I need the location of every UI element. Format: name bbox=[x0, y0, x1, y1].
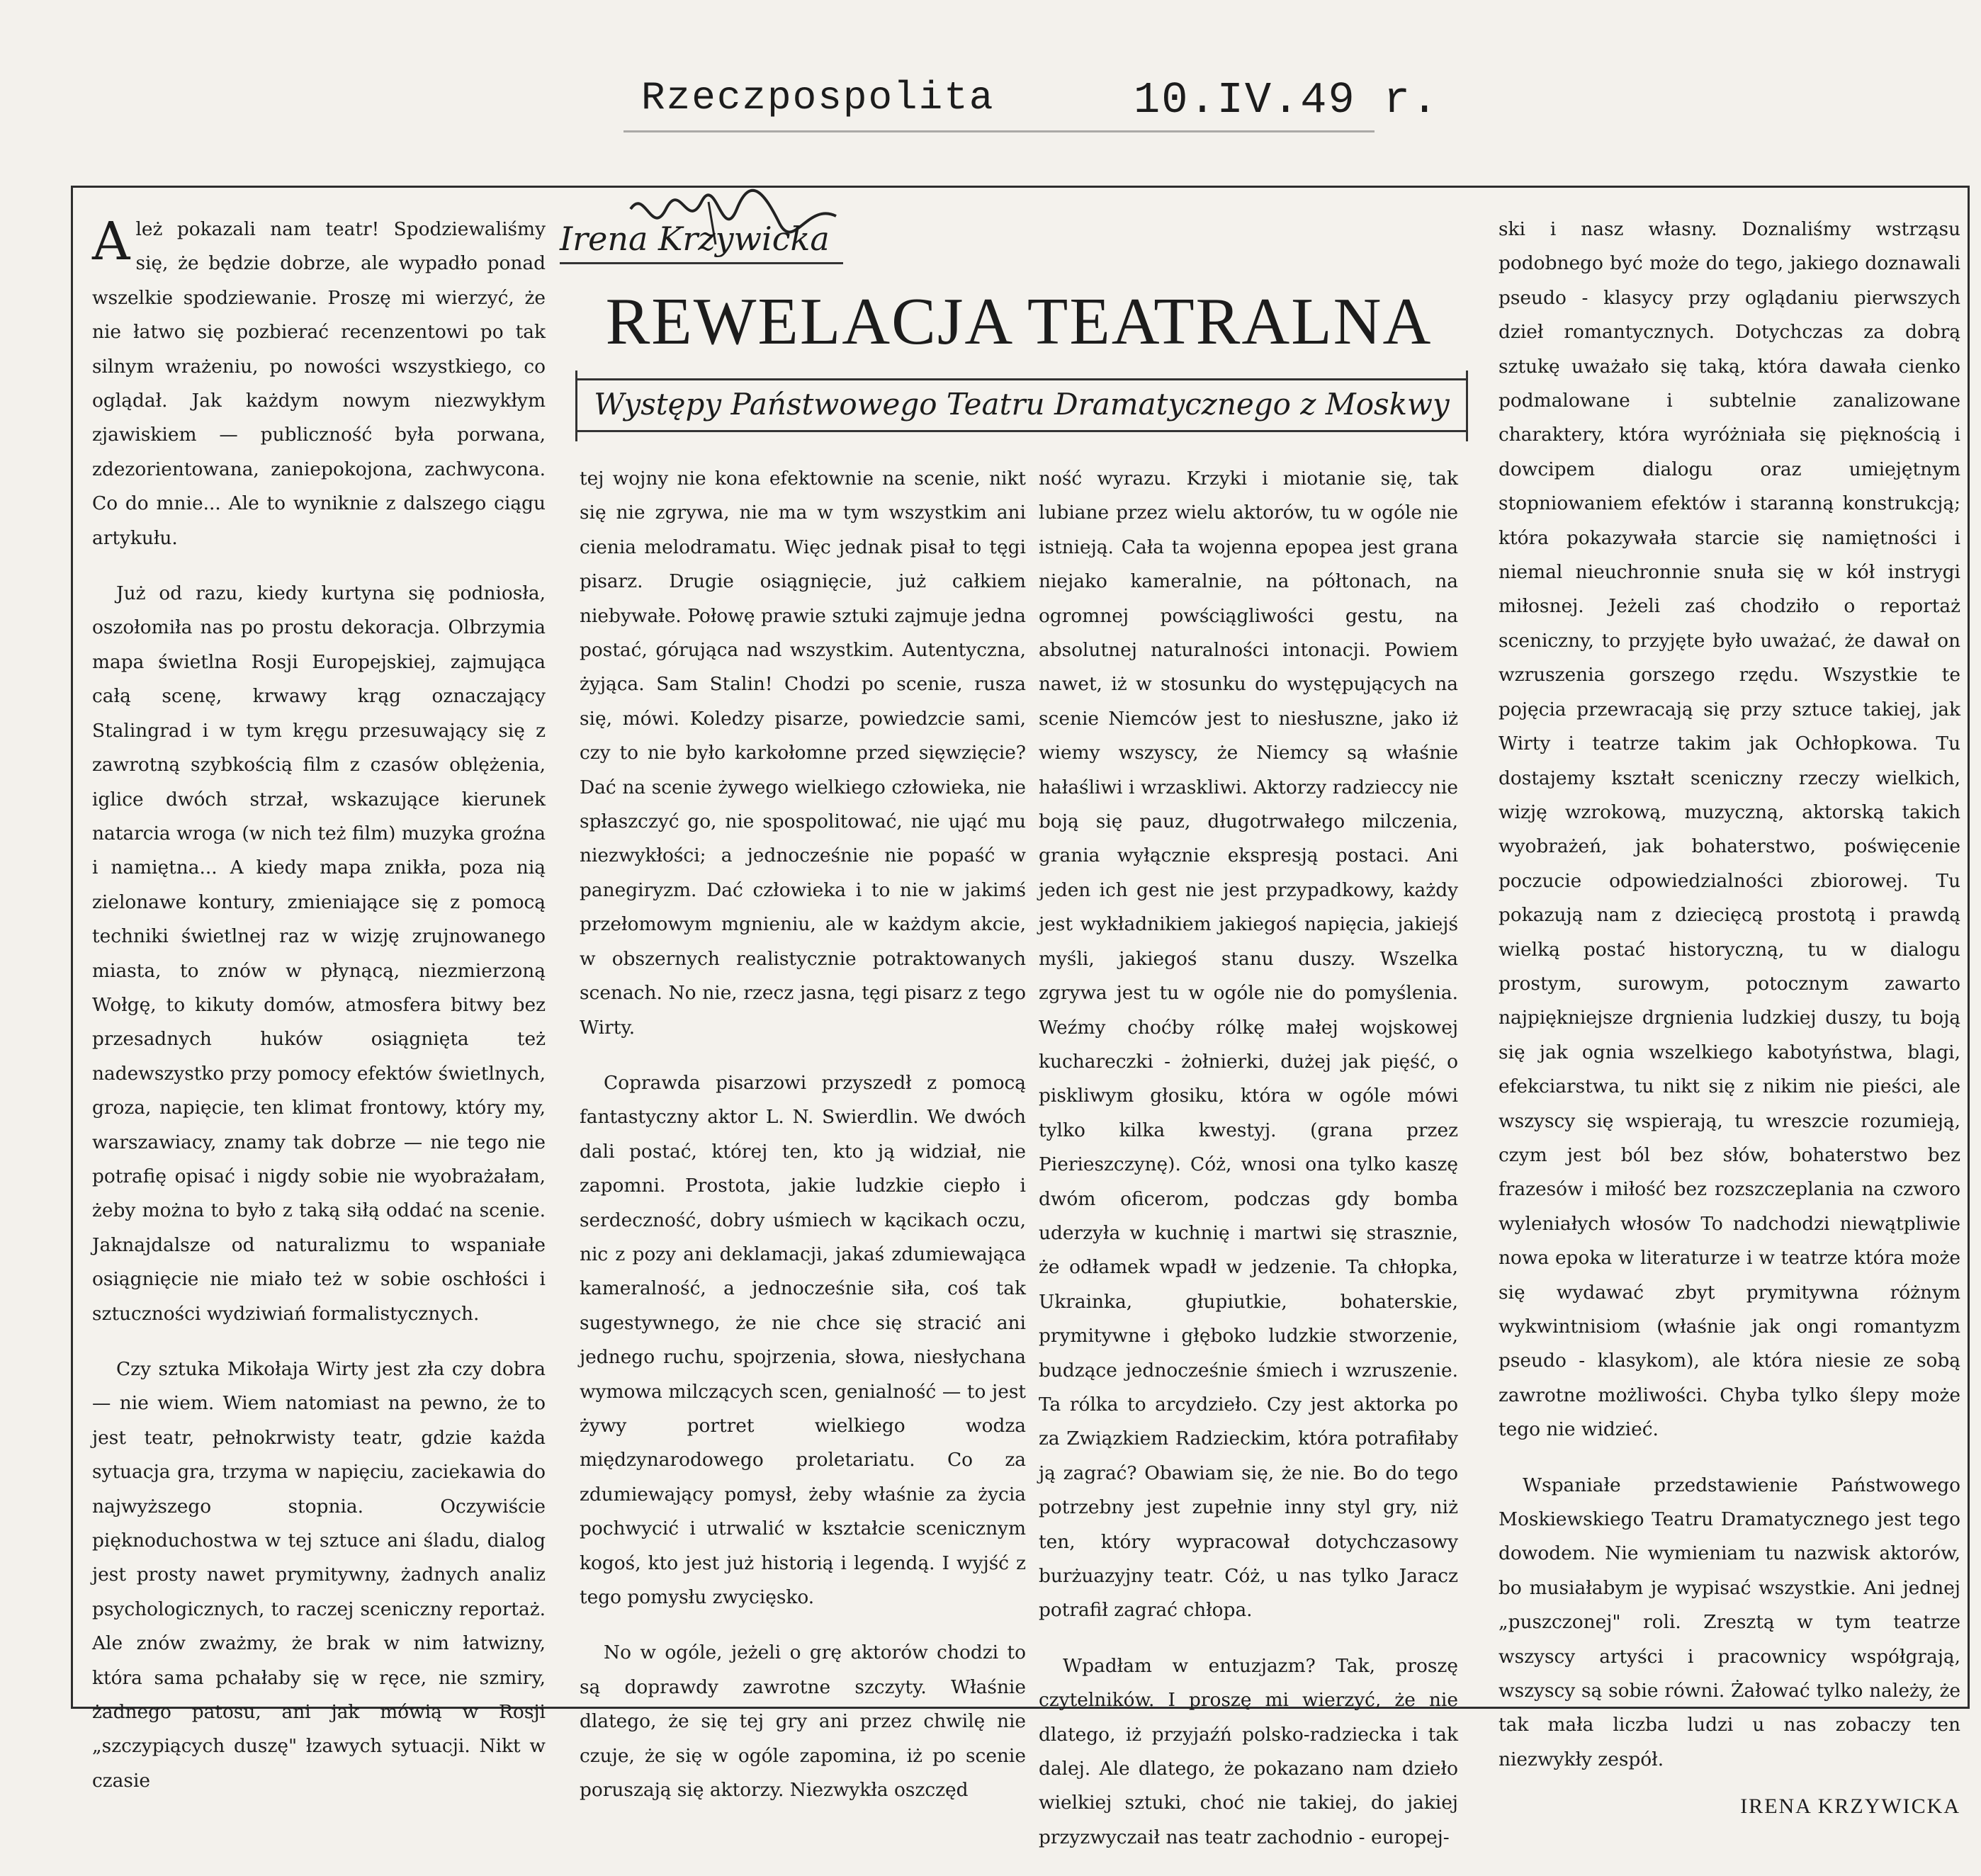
clipping-header bbox=[0, 57, 1981, 142]
paragraph: No w ogóle, jeżeli o grę aktorów chodzi to są doprawdy zawrotne szczyty. Właśnie dlatego, że się tej gry ani przez chwilę nie czuje, że się w ogóle zapomina, iż po scenie poruszają się aktorzy. Niezwykła oszczęd bbox=[580, 1642, 1026, 1802]
paragraph: Coprawda pisarzowi przyszedł z pomocą fantastyczny aktor L. N. Swierdlin. We dwóch dali postać, której ten, kto ją widział, nie zapomni. Prostota, jakie ludzkie ciepło i serdeczność, dobry uśmiech w kącikach oczu, nic z pozy ani deklamacji, jakaś zdumiewająca kameralność, a jednocześnie siła, coś tak sugestywnego, że nie chce się stracić ani jednego ruchu, spojrzenia, słowa, niesłychana wymowa milczących scen, genialność — to jest żywy portret wielkiego wodza międzynarodowego proletariatu. Co za zdumiewający pomysł, żeby właśnie za życia pochwycić i utrwalić w kształcie scenicznym kogoś, kto jest już historią i legendą. I wyjść z tego pomysłu zwycięsko. bbox=[580, 1071, 1026, 1608]
paragraph: Wpadłam w entuzjazm? Tak, proszę czytelników. I proszę mi wierzyć, że nie dlatego, iż przyjaźń polsko-radziecka i tak dalej. Ale dlatego, że pokazano nam dzieło wielkiej sztuki, choć nie takiej, do jakiej przyzwyczaił nas teatr zachodnio - europej- bbox=[1039, 1654, 1458, 1848]
paragraph: Wspaniałe przedstawienie Państwowego Moskiewskiego Teatru Dramatycznego jest tego dowodem. Nie wymieniam tu nazwisk aktorów, bo musiałabym je wypisać wszystkie. Ani jednej „puszczonej" roli. Zresztą w tym teatrze wszyscy artyści i pracownicy współgrają, wszyscy są sobie równi. Żałować tylko należy, że tak mała liczba ludzi u nas zobaczy ten niezwykły zespół. bbox=[1499, 1474, 1960, 1770]
publication-date: 10.IV.49 r. bbox=[1134, 75, 1440, 125]
article-headline: REWELACJA TEATRALNA bbox=[605, 285, 1433, 358]
paragraph: Czy sztuka Mikołaja Wirty jest zła czy dobra — nie wiem. Wiem natomiast na pewno, że to jest teatr, pełnokrwisty teatr, gdzie każda sytuacja gra, trzyma w napięciu, zaciekawia do najwyższego stopnia. Oczywiście pięknoduchostwa w tej sztuce ani śladu, dialog jest prosty nawet prymitywny, żadnych analiz psychologicznych, to raczej sceniczny reportaż. Ale znów zważmy, że brak w nim łatwizny, która sama pchałaby się w ręce, nie szmiry, żadnego patosu, ani jak mówią w Rosji „szczypiących duszę" łzawych sytuacji. Nikt w czasie bbox=[92, 1358, 546, 1792]
article-column-2 bbox=[580, 462, 1026, 1829]
article-column-1 bbox=[92, 213, 546, 1819]
author-underline bbox=[560, 262, 843, 264]
paragraph: ność wyrazu. Krzyki i miotanie się, tak lubiane przez wielu aktorów, tu w ogóle nie istnieją. Cała ta wojenna epopea jest grana niejako kameralnie, na półtonach, na ogromnej powściągliwości gestu, na absolutnej naturalności intonacji. Powiem nawet, iż w stosunku do występujących na scenie Niemców jest to niesłuszne, jako iż wiemy wszyscy, że Niemcy są właśnie hałaśliwi i wrzaskliwi. Aktorzy radzieccy nie boją się pauz, długotrwałego milczenia, grania wyłącznie ekspresją postaci. Ani jeden ich gest nie jest przypadkowy, każdy jest wykładnikiem jakiegoś napięcia, jakiejś myśli, jakiegoś stanu duszy. Wszelka zgrywa jest tu w ogóle nie do pomyślenia. Weźmy choćby rólkę małej wojskowej kuchareczki - żołnierki, dużej jak pięść, o piskliwym głosiku, która w ogóle mówi tylko kilka kwestyj. (grana przez Pierieszczynę). Cóż, wnosi ona tylko kaszę dwóm oficerom, podczas gdy bomba uderzyła w kuchnię i martwi się strasznie, że odłamek wpadł w jedzenie. Ta chłopka, Ukrainka, głupiutkie, bohaterskie, prymitywne i głęboko ludzkie stworzenie, budzące jednocześnie śmiech i wzruszenie. Ta rólka to arcydzieło. Czy jest aktorka po za Związkiem Radzieckim, która potrafiłaby ją zagrać? Obawiam się, że nie. Bo do tego potrzebny jest zupełnie inny styl gry, niż ten, który wypracował dotychczasowy burżuazyjny teatr. Cóż, u nas tylko Jaracz potrafił zagrać chłopa. bbox=[1039, 468, 1458, 1622]
paragraph: tej wojny nie kona efektownie na scenie, nikt się nie zgrywa, nie ma w tym wszystkim ani cienia melodramatu. Więc jednak pisał to tęgi pisarz. Drugie osiągnięcie, już całkiem niebywałe. Połowę prawie sztuki zajmuje jedna postać, górująca nad wszystkim. Autentyczna, żyjąca. Sam Stalin! Chodzi po scenie, rusza się, mówi. Koledzy pisarze, powiedzcie sami, czy to nie było karkołomne przed sięwzięcie? Dać na scenie żywego wielkiego człowieka, nie spłaszczyć go, nie spospolitować, nie ująć mu niezwykłości; a jednocześnie nie popaść w panegiryzm. Dać człowieka i to nie w jakimś przełomowym mgnieniu, ale w każdym akcie, w obszernych realistycznie potraktowanych scenach. No nie, rzecz jasna, tęgi pisarz z tego Wirty. bbox=[580, 468, 1026, 1039]
paragraph: Ależ pokazali nam teatr! Spodziewaliśmy się, że będzie dobrze, ale wypadło ponad wszelkie spodziewanie. Proszę mi wierzyć, że nie łatwo się pozbierać recenzentowi po tak silnym wrażeniu, po nowości wszystkiego, co oglądał. Jak każdym nowym niezwykłym zjawiskiem — publiczność była porwana, zdezorientowana, zaniepokojona, zachwycona. Co do mnie... Ale to wyniknie z dalszego ciągu artykułu. bbox=[92, 211, 546, 549]
header-rule bbox=[623, 130, 1375, 132]
closing-byline: IRENA KRZYWICKA bbox=[1740, 1795, 1960, 1819]
paragraph: ski i nasz własny. Doznaliśmy wstrząsu podobnego być może do tego, jakiego doznawali pseudo - klasycy przy oglądaniu pierwszych dzieł romantycznych. Dotychczas za dobrą sztukę uważało się taką, która dawała cienko podmalowane i subtelnie zanalizowane charaktery, która wyróżniała się pięknością i dowcipem dialogu oraz umiejętnym stopniowaniem efektów i staranną konstrukcją; która pokazywała starcie się namiętności i niemal nieuchronnie snuła się w kół instrygi miłosnej. Jeżeli zaś chodziło o reportaż sceniczny, to przyjęte było uważać, że dawał on wzruszenia gorszego rzędu. Wszystkie te pojęcia przewracają się przy sztuce takiej, jak Wirty i teatrze takim jak Ochłopkowa. Tu dostajemy kształt sceniczny rzeczy wielkich, wizję wzrokową, muzyczną, aktorską takich wyobrażeń, jak bohaterstwo, poświęcenie poczucie odpowiedzialności zbiorowej. Tu pokazują nam z dziecięcą prostotą i prawdą wielką postać historyczną, tu w dialogu prostym, surowym, potocznym zawarto najpiękniejsze drgnienia ludzkiej duszy, tu boją się jak ognia wszelkiego kabotyństwa, blagi, efekciarstwa, tu nikt się z nikim nie pieści, ale wszyscy się wspierają, tu wreszcie rozumieją, czym jest ból bez słów, bohaterstwo bez frazesów i miłość bez rozszczeplania na czworo wyleniałych włosów To nadchodzi niewątpliwie nowa epoka w literaturze i w teatrze która może się wydawać zbyt prymitywna różnym wykwintnisiom (właśnie jak ongi romantyzm pseudo - klasykom), ale która niesie ze sobą zawrotne możliwości. Chyba tylko ślepy może tego nie widzieć. bbox=[1499, 218, 1960, 1441]
drop-cap: A bbox=[92, 211, 130, 272]
paragraph: Już od razu, kiedy kurtyna się podniosła, oszołomiła nas po prostu dekoracja. Olbrzymia mapa świetlna Rosji Europejskiej, zajmująca całą scenę, krwawy krąg oznaczający Stalingrad i w tym kręgu przesuwający się z zawrotną szybkością film z czasów oblężenia, iglice dwóch strzał, wskazujące kierunek natarcia wroga (w nich też film) muzyka groźna i namiętna... A kiedy mapa znikła, poza nią zielonawe kontury, zmieniające się z pomocą techniki świetlnej raz w wizję zrujnowanego miasta, to znów w płynącą, niezmierzoną Wołgę, to kikuty domów, atmosfera bitwy bez przesadnych huków osiągnięta też nadewszystko przy pomocy efektów świetlnych, groza, napięcie, ten klimat frontowy, który my, warszawiacy, znamy tak dobrze — nie tego nie potrafię opisać i nigdy sobie nie wyobrażałam, żeby można to było z taką siłą oddać na scenie. Jaknajdalsze od naturalizmu to wspaniałe osiągnięcie nie miało też w sobie oschłości i sztuczności wydziwiań formalistycznych. bbox=[92, 582, 546, 1325]
article-column-3 bbox=[1039, 462, 1458, 1876]
article-column-4 bbox=[1499, 213, 1960, 1824]
author-name-top: Irena Krzywicka bbox=[560, 220, 830, 258]
newspaper-name: Rzeczpospolita bbox=[641, 75, 995, 120]
article-subtitle: Występy Państwowego Teatru Dramatycznego z Moskwy bbox=[594, 387, 1450, 422]
